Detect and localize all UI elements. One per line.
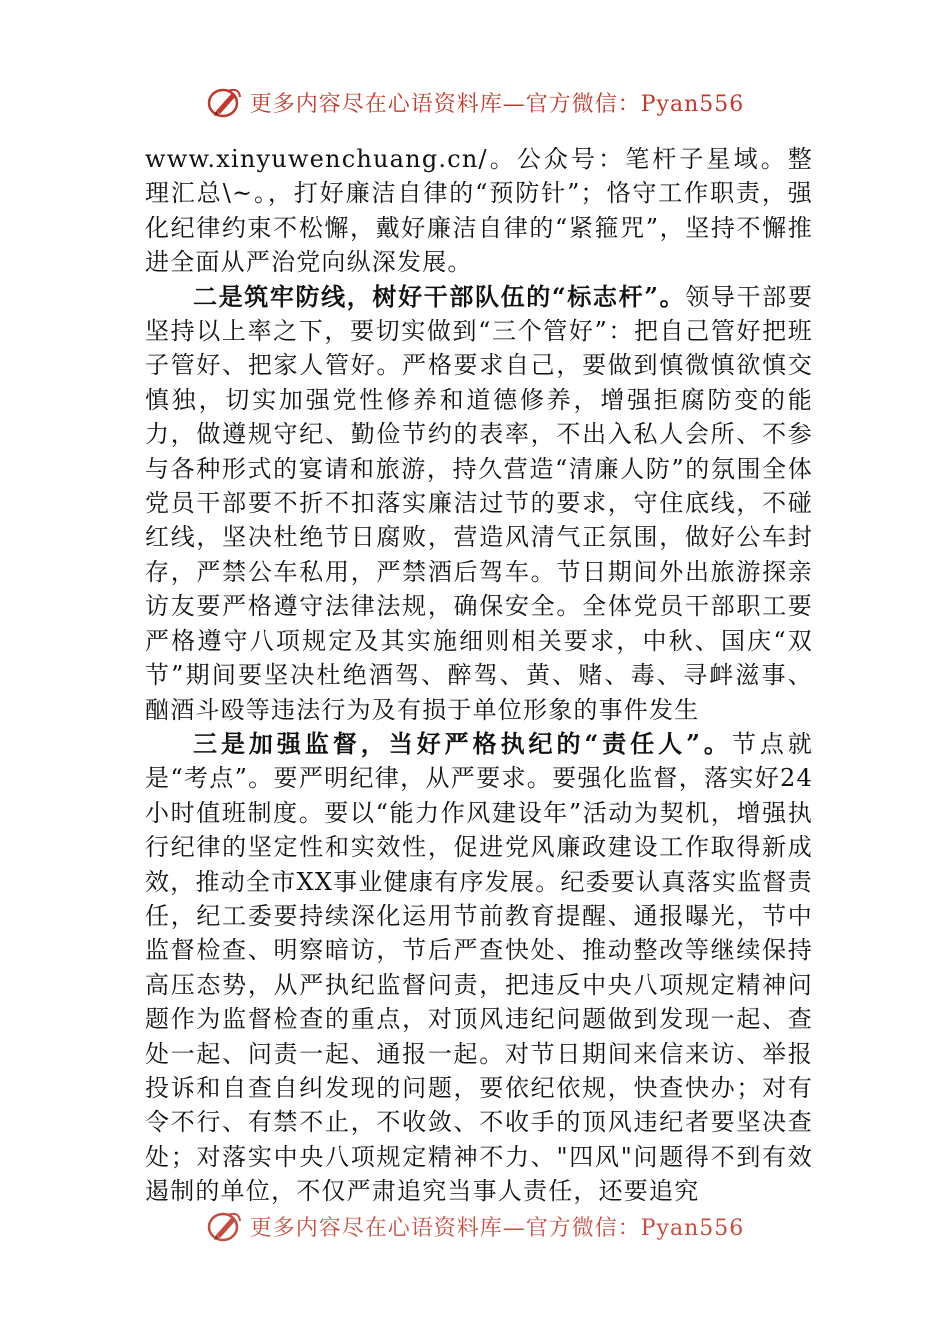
pen-logo-icon: [206, 1209, 244, 1243]
paragraph-3-heading: 三是加强监督，当好严格执纪的“责任人”。: [193, 728, 732, 758]
paragraph-1-text: www.xinyuwenchuang.cn/。公众号：笔杆子星域。整理汇总\~。，打好廉洁自律的“预防针”；恪守工作职责，强化纪律约束不松懈，戴好廉洁自律的“紧箍咒”，坚持不懈推进全面从严治党向纵深发展。: [145, 145, 813, 277]
page-footer-banner: [0, 1206, 950, 1246]
document-body: [145, 142, 813, 1216]
paragraph-2-heading: 二是筑牢防线，树好干部队伍的“标志杆”。: [193, 281, 686, 311]
pen-logo-icon: [206, 85, 244, 119]
paragraph-2: [145, 280, 813, 727]
page-header-banner: [0, 82, 950, 122]
paragraph-2-text: 领导干部要坚持以上率之下，要切实做到“三个管好”：把自己管好把班子管好、把家人管好。严格要求自己，要做到慎微慎欲慎交慎独，切实加强党性修养和道德修养，增强拒腐防变的能力，做遵规守纪、勤俭节约的表率，不出入私人会所、不参与各种形式的宴请和旅游，持久营造“清廉人防”的氛围全体党员干部要不折不扣落实廉洁过节的要求，守住底线，不碰红线，坚决杜绝节日腐败，营造风清气正氛围，做好公车封存，严禁公车私用，严禁酒后驾车。节日期间外出旅游探亲访友要严格遵守法律法规，确保安全。全体党员干部职工要严格遵守八项规定及其实施细则相关要求，中秋、国庆“双节”期间要坚决杜绝酒驾、醉驾、黄、赌、毒、寻衅滋事、酗酒斗殴等违法行为及有损于单位形象的事件发生: [145, 282, 813, 724]
header-banner-text: 更多内容尽在心语资料库—官方微信：Pyan556: [249, 91, 745, 117]
paragraph-3-text: 节点就是“考点”。要严明纪律，从严要求。要强化监督，落实好24小时值班制度。要以“能力作风建设年”活动为契机，增强执行纪律的坚定性和实效性，促进党风廉政建设工作取得新成效，推动全市XX事业健康有序发展。纪委要认真落实监督责任，纪工委要持续深化运用节前教育提醒、通报曝光，节中监督检查、明察暗访，节后严查快处、推动整改等继续保持高压态势，从严执纪监督问责，把违反中央八项规定精神问题作为监督检查的重点，对顶风违纪问题做到发现一起、查处一起、问责一起、通报一起。对节日期间来信来访、举报投诉和自查自纠发现的问题，要依纪依规，快查快办；对有令不行、有禁不止，不收敛、不收手的顶风违纪者要坚决查处；对落实中央八项规定精神不力、"四风"问题得不到有效遏制的单位，不仅严肃追究当事人责任，还要追究: [145, 729, 813, 1206]
paragraph-3: [145, 727, 813, 1209]
footer-banner-text: 更多内容尽在心语资料库—官方微信：Pyan556: [249, 1215, 745, 1241]
paragraph-1: [145, 142, 813, 280]
